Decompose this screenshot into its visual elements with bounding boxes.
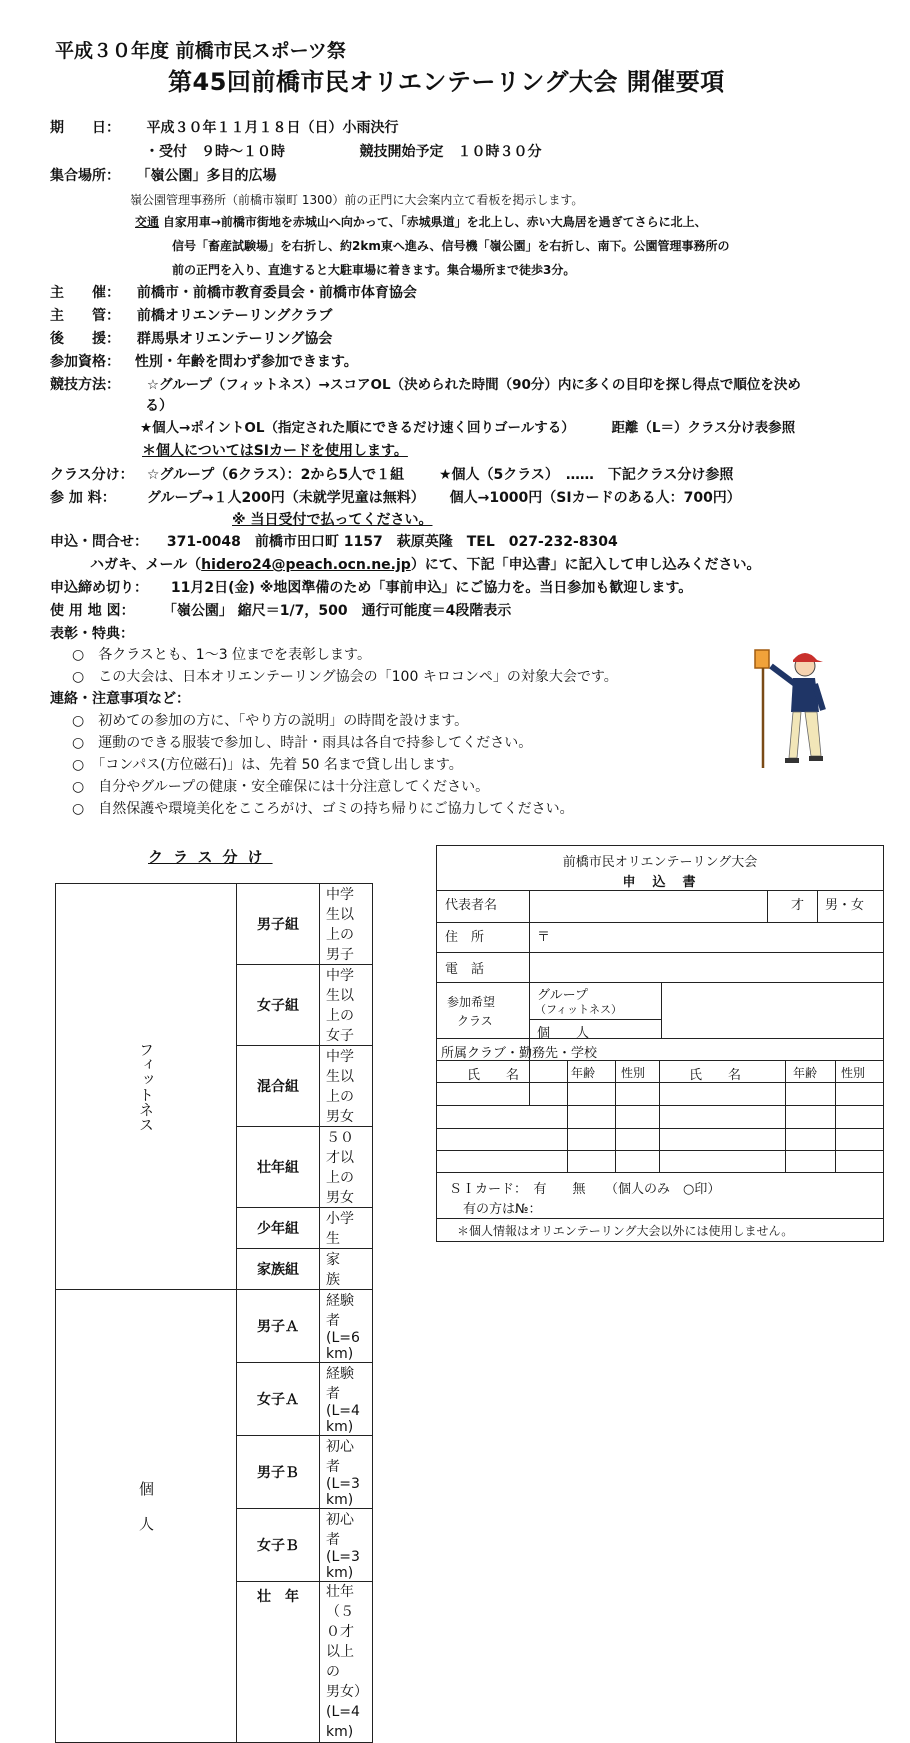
table-row [56,884,373,965]
method-group-cont: る） [145,398,173,414]
support-value: 群馬県オリエンテーリング協会 [136,331,333,347]
organizer-value: 前橋オリエンテーリングクラブ [136,308,333,324]
note-item: ○ 自分やグループの健康・安全確保には十分注意してください。 [72,779,490,795]
class-name: 家族組 [237,1249,320,1290]
note-item: ○ 運動のできる服装で参加し、時計・雨具は各自で持参してください。 [72,735,533,751]
club-label: 所属クラブ・勤務先・学校 [441,1046,598,1061]
si-card-number: 有の方は№： [463,1202,542,1217]
organizer-label: 主 管： [50,308,120,324]
class-name: 男子Ａ [237,1290,320,1363]
method-group: ☆グループ（フィットネス）→スコアOL（決められた時間（90分）内に多くの目印を探し得点で順位を決め [146,377,801,393]
si-card-note: ＊個人についてはSIカードを使用します。 [142,443,408,459]
date-row [50,118,398,138]
address-field[interactable] [530,922,882,952]
reception-row [145,142,541,162]
access-line-2: 信号「畜産試験場」を右折し、約2km東へ進み、信号機「嶺公園」を右折し、南下。公園管理事務所の [172,239,730,253]
method-individual: ★個人→ポイントOL（指定された順にできるだけ速く回りゴールする） [140,420,575,436]
class-table [55,883,373,1743]
col-name: 氏 名 [467,1068,520,1083]
fee-note: ※ 当日受付で払ってください。 [232,512,433,528]
fitness-option: （フィットネス） [535,1003,623,1016]
reception-time: ・受付 ９時～１０時 [145,144,285,160]
postal-mark: 〒 [537,930,551,945]
venue-row [50,166,276,186]
class-desc: 初心者(L=3 km) [320,1509,373,1582]
organizer-row [50,306,332,326]
class-desc: 中学生以上の男子 [320,884,373,965]
page-title: 第45回前橋市民オリエンテーリング大会 開催要項 [168,68,725,96]
header-subtitle: 平成３０年度 前橋市民スポーツ祭 [55,40,346,62]
contact-row [50,532,618,552]
note-item: ○ 「コンパス(方位磁石)」は、先着 50 名まで貸し出します。 [72,757,463,773]
class-name: 壮 年 [237,1582,320,1743]
eligibility-value: 性別・年齢を問わず参加できます。 [134,354,358,370]
contact-method-row [90,555,761,575]
class-individual: ★個人（5クラス） …… 下記クラス分け参照 [438,467,734,483]
class-desc: 壮年（５０才以上の 男女）(L=4 km) [320,1582,373,1743]
access-label: 交通 [135,215,160,229]
note-item: ○ 初めての参加の方に、「やり方の説明」の時間を設けます。 [72,713,469,729]
notes-label: 連絡・注意事項など： [50,691,190,707]
method-individual-row [140,418,795,438]
eligibility-label: 参加資格： [50,354,120,370]
method-label: 競技方法： [50,377,120,393]
privacy-note: ＊個人情報はオリエンテーリング大会以外には使用しません。 [457,1224,794,1238]
age-unit: 才 [791,898,805,913]
map-row [50,601,511,621]
col-sex: 性別 [621,1066,646,1080]
col-age: 年齢 [571,1066,596,1080]
class-desc: 経験者(L=4 km) [320,1363,373,1436]
host-label: 主 催： [50,285,120,301]
class-desc: 中学生以上の女子 [320,965,373,1046]
contact-value: 371-0048 前橋市田口町 1157 萩原英隆 TEL 027-232-8304 [166,534,618,550]
class-desc: 初心者(L=3 km) [320,1436,373,1509]
individual-option[interactable]: 個 人 [537,1026,590,1041]
class-row [50,465,733,485]
deadline-value: 11月2日(金) ※地図準備のため「事前申込」にご協力を。当日参加も歓迎します。 [170,580,693,596]
class-name: 壮年組 [237,1127,320,1208]
fee-label: 参 加 料： [50,490,116,506]
phone-label: 電 話 [445,962,485,977]
date-label: 期 日： [50,120,120,136]
class-name: 女子Ａ [237,1363,320,1436]
class-name: 女子組 [237,965,320,1046]
orienteer-illustration [745,640,855,770]
date-value: 平成３０年１１月１８日（日）小雨決行 [146,120,399,136]
award-2: ○ この大会は、日本オリエンテーリング協会の「100 キロコンペ」の対象大会です。 [72,669,618,685]
contact-method-a: ハガキ、メール（ [90,557,202,573]
sex-option: 男・女 [825,898,865,913]
deadline-label: 申込締め切り： [50,580,148,596]
class-desc: 経験者(L=6 km) [320,1290,373,1363]
class-name: 男子組 [237,884,320,965]
rep-name-label: 代表者名 [445,898,498,913]
eligibility-row [50,352,358,372]
col-age: 年齢 [793,1066,818,1080]
si-card-line: ＳＩカード： 有 無 （個人のみ ○印） [449,1182,721,1197]
contact-email[interactable]: hidero24@peach.ocn.ne.jp [201,557,411,573]
class-table-title: クラス分け [148,848,273,866]
address-label: 住 所 [445,930,485,945]
class-wish-label: 参加希望 [447,995,496,1009]
host-value: 前橋市・前橋市教育委員会・前橋市体育協会 [136,285,417,301]
col-sex: 性別 [841,1066,866,1080]
venue-label: 集合場所： [50,168,120,184]
class-desc: ５０才以上の男女 [320,1127,373,1208]
venue-value: 「嶺公園」多目的広場 [136,168,277,184]
table-row [56,1290,373,1363]
award-label: 表彰・特典： [50,626,134,642]
class-label: クラス分け： [50,467,134,483]
deadline-row [50,578,692,598]
class-name: 混合組 [237,1046,320,1127]
col-name: 氏 名 [689,1068,742,1083]
contact-label: 申込・問合せ： [50,534,148,550]
note-item: ○ 自然保護や環境美化をこころがけ、ゴミの持ち帰りにご協力してください。 [72,801,574,817]
class-desc: 家 族 [320,1249,373,1290]
fitness-group-label: フィットネス [56,884,237,1290]
method-distance: 距離（L＝）クラス分け表参照 [611,420,796,436]
class-wish-label-2: クラス [457,1014,493,1028]
host-row [50,283,417,303]
application-form [436,845,884,1242]
class-group: ☆グループ（6クラス）：2から5人で１組 [146,467,405,483]
method-row [50,375,801,395]
support-row [50,329,332,349]
class-desc: 小学生 [320,1208,373,1249]
fee-row [50,488,741,508]
form-subtitle: 申 込 書 [622,875,698,890]
access-text-1: 自家用車→前橋市街地を赤城山へ向かって、「赤城県道」を北上し、赤い大鳥居を過ぎてさらに北上、 [162,215,707,229]
phone-field[interactable] [530,952,882,982]
class-name: 男子Ｂ [237,1436,320,1509]
fee-individual: 個人→1000円（SIカードのある人：700円） [449,490,741,506]
access-line-3: 前の正門を入り、直進すると大駐車場に着きます。集合場所まで徒歩3分。 [172,263,576,277]
individual-group-label: 個人 [56,1290,237,1743]
support-label: 後 援： [50,331,120,347]
form-title: 前橋市民オリエンテーリング大会 [562,855,758,870]
contact-method-b: ）にて、下記「申込書」に記入して申し込みください。 [410,557,761,573]
map-label: 使 用 地 図： [50,603,135,619]
rep-name-field[interactable] [530,890,766,922]
award-1: ○ 各クラスとも、1～3 位までを表彰します。 [72,647,371,663]
start-time: 競技開始予定 １０時３０分 [359,144,542,160]
fee-group: グループ→１人200円（未就学児童は無料） [146,490,425,506]
class-desc: 中学生以上の男女 [320,1046,373,1127]
access-line-1 [135,212,707,232]
venue-note: 嶺公園管理事務所（前橋市嶺町 1300）前の正門に大会案内立て看板を掲示します。 [130,193,584,207]
class-name: 少年組 [237,1208,320,1249]
group-option[interactable]: グループ [537,988,588,1003]
class-name: 女子Ｂ [237,1509,320,1582]
map-value: 「嶺公園」 縮尺＝1/7，500 通行可能度＝4段階表示 [162,603,512,619]
